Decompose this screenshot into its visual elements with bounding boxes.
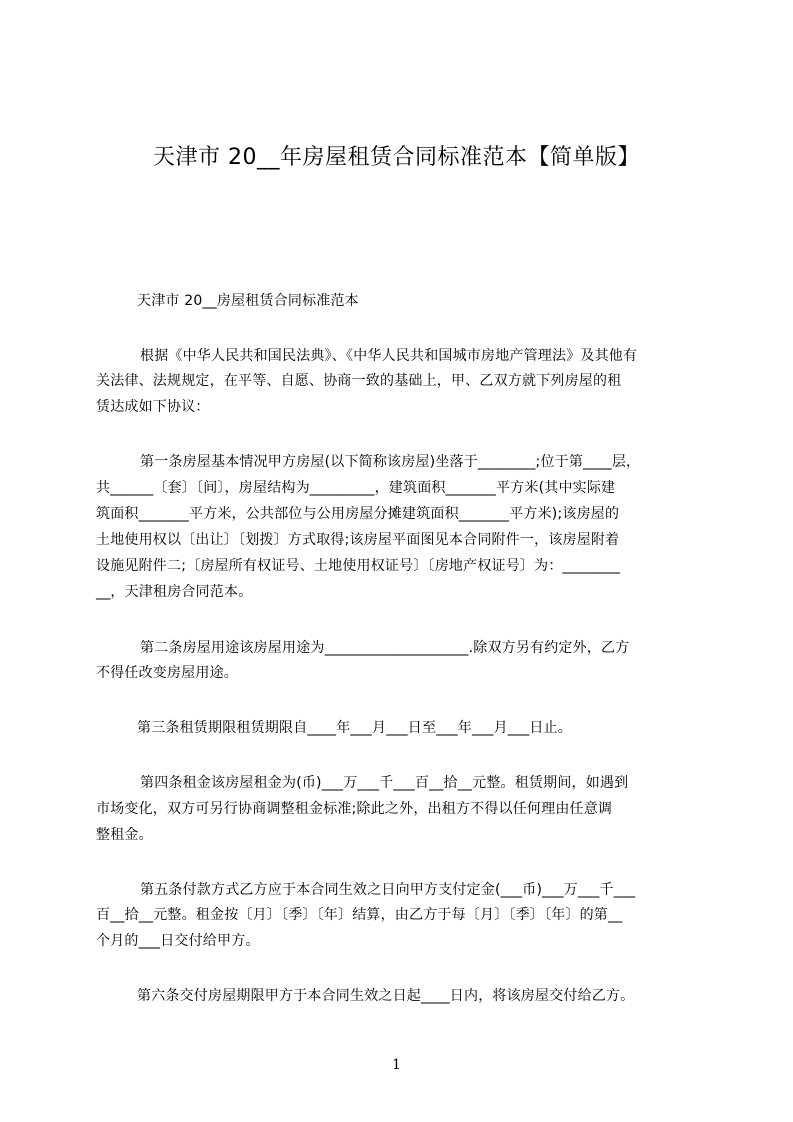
document-title: 天津市 20__年房屋租赁合同标准范本【简单版】	[153, 145, 640, 170]
article-5-line-3: 个月的___日交付给甲方。	[96, 933, 260, 949]
article-4-line-1: 第四条租金该房屋租金为(币)___万___千___百__拾__元整。租赁期间，如遇到	[140, 775, 629, 791]
article-1-line-4: 土地使用权以〔出让〕〔划拨〕方式取得;该房屋平面图见本合同附件一，该房屋附着	[96, 532, 620, 548]
intro-line-1: 根据《中华人民共和国民法典》、《中华人民共和国城市房地产管理法》及其他有	[140, 348, 638, 364]
document-subtitle: 天津市 20__房屋租赁合同标准范本	[137, 293, 359, 309]
article-1-line-1: 第一条房屋基本情况甲方房屋(以下简称该房屋)坐落于________;位于第____层，	[140, 454, 641, 470]
article-3-line-1: 第三条租赁期限租赁期限自____年___月___日至___年___月___日止。	[137, 720, 572, 736]
intro-line-3: 赁达成如下协议：	[96, 399, 210, 415]
article-6-line-1: 第六条交付房屋期限甲方于本合同生效之日起____日内，将该房屋交付给乙方。	[137, 988, 635, 1004]
article-4-line-2: 市场变化，双方可另行协商调整租金标准;除此之外，出租方不得以任何理由任意调	[96, 801, 613, 817]
article-1-line-3: 筑面积_______平方米，公共部位与公用房屋分摊建筑面积_______平方米);该房屋的	[96, 506, 620, 522]
article-1-line-2: 共______〔套〕〔间〕，房屋结构为_________，建筑面积_______平方米(其中实际建	[96, 480, 616, 496]
article-5-line-1: 第五条付款方式乙方应于本合同生效之日向甲方支付定金(___币)___万___千___	[140, 882, 636, 898]
article-1-line-6: __，天津租房合同范本。	[96, 584, 253, 600]
article-1-line-5: 设施见附件二;〔房屋所有权证号、土地使用权证号〕〔房地产权证号〕为：________	[96, 558, 621, 574]
article-2-line-1: 第二条房屋用途该房屋用途为____________________.除双方另有约定外，乙方	[140, 640, 630, 656]
article-2-line-2: 不得任改变房屋用途。	[96, 665, 238, 681]
article-5-line-2: 百__拾__元整。租金按〔月〕〔季〕〔年〕结算，由乙方于每〔月〕〔季〕〔年〕的第__	[96, 907, 623, 923]
intro-line-2: 关法律、法规规定，在平等、自愿、协商一致的基础上，甲、乙双方就下列房屋的租	[96, 373, 622, 389]
page-number: 1	[392, 1057, 401, 1073]
article-4-line-3: 整租金。	[96, 827, 153, 843]
